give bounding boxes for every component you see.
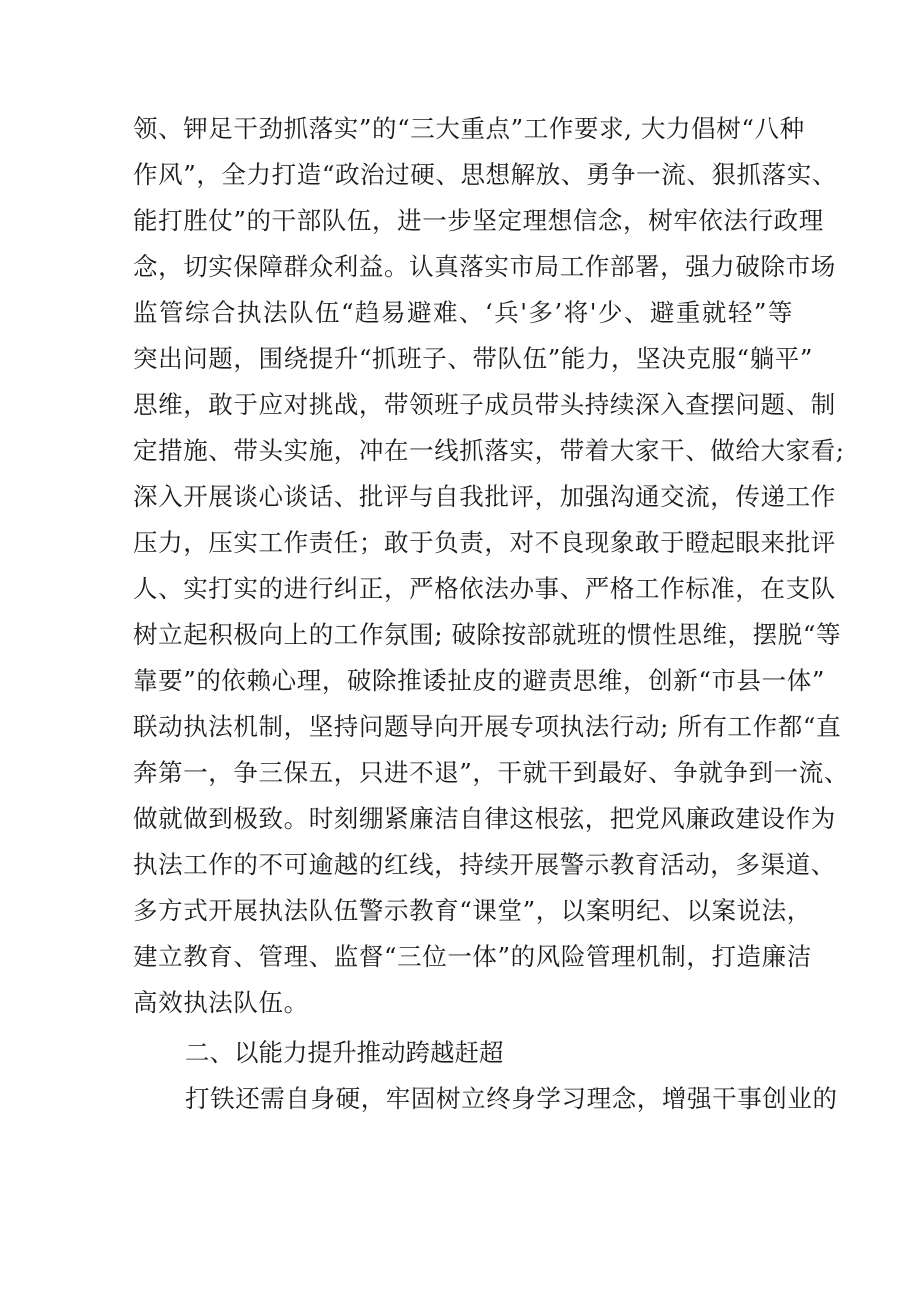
text-line: 定措施、带头实施，冲在一线抓落实，带着大家干、做给大家看;: [133, 436, 845, 465]
text-line: 监管综合执法队伍“趋易避难、‘兵'多’将'少、避重就轻”等: [133, 298, 793, 327]
text-line: 靠要”的依赖心理，破除推诿扯皮的避责思维，创新“市县一体”: [133, 666, 825, 695]
text-line: 深入开展谈心谈话、批评与自我批评，加强沟通交流，传递工作: [133, 482, 836, 511]
text-line: 树立起积极向上的工作氛围; 破除按部就班的惯性思维，摆脱“等: [133, 620, 842, 649]
text-line: 人、实打实的进行纠正，严格依法办事、严格工作标准，在支队: [133, 574, 836, 603]
text-line: 突出问题，围绕提升“抓班子、带队伍”能力，坚决克服“躺平”: [133, 344, 813, 373]
text-line: 奔第一，争三保五，只进不退”，干就干到最好、争就争到一流、: [133, 758, 849, 787]
text-line: 能打胜仗”的干部队伍，进一步坚定理想信念，树牢依法行政理: [133, 206, 824, 235]
section-heading: 二、以能力提升推动跨越赶超: [185, 1038, 504, 1067]
paragraph-1: [133, 106, 849, 1026]
text-line: 执法工作的不可逾越的红线，持续开展警示教育活动，多渠道、: [133, 850, 836, 879]
text-line: 做就做到极致。时刻绷紧廉洁自律这根弦，把党风廉政建设作为: [133, 804, 836, 833]
text-line: 多方式开展执法队伍警示教育“课堂”，以案明纪、以案说法，: [133, 896, 812, 925]
text-line: 联动执法机制，坚持问题导向开展专项执法行动; 所有工作都“直: [133, 712, 842, 741]
text-line: 打铁还需自身硬，牢固树立终身学习理念，增强干事创业的: [185, 1084, 838, 1113]
text-line: 思维，敢于应对挑战，带领班子成员带头持续深入查摆问题、制: [133, 390, 836, 419]
text-line: 念，切实保障群众利益。认真落实市局工作部署，强力破除市场: [133, 252, 836, 281]
document-body: [133, 106, 849, 1122]
text-line: 建立教育、管理、监督“三位一体”的风险管理机制，打造廉洁: [133, 942, 812, 971]
text-line: 高效执法队伍。: [133, 988, 309, 1017]
text-line: 作风”，全力打造“政治过硬、思想解放、勇争一流、狠抓落实、: [133, 160, 837, 189]
paragraph-2: [133, 1076, 838, 1122]
text-line: 领、钾足干劲抓落实”的“三大重点”工作要求, 大力倡树“八种: [133, 114, 805, 143]
text-line: 压力，压实工作责任；敢于负责，对不良现象敢于瞪起眼来批评: [133, 528, 836, 557]
